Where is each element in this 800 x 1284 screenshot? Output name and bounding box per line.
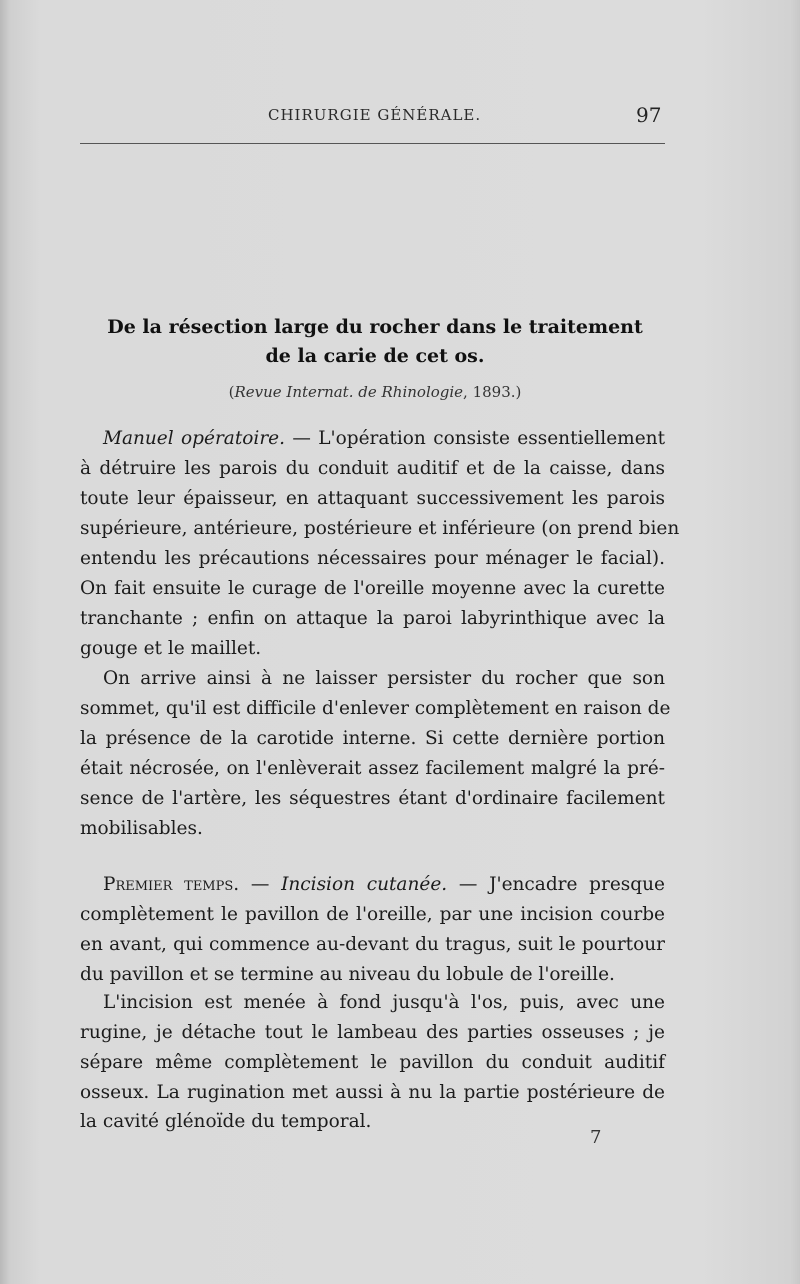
para4-line-3: sépare même complètement le pavillon du conduit auditif: [80, 1052, 665, 1073]
para1-line-1: [103, 423, 665, 455]
para1-line-4: supérieure, antérieure, postérieure et inférieure (on prend bien: [80, 518, 680, 539]
header-rule: [80, 143, 665, 144]
source-open: (: [228, 383, 235, 401]
para4-line-4: osseux. La rugination met aussi à nu la partie postérieure de: [80, 1082, 665, 1103]
para1-line-8: gouge et le maillet.: [80, 638, 262, 659]
para2-line-4: était nécrosée, on l'enlèverait assez facilement malgré la pré-: [80, 758, 665, 779]
para4-line-1: L'incision est menée à fond jusqu'à l'os, puis, avec une: [103, 992, 665, 1013]
article-source: [70, 383, 680, 401]
para3-line-1-text: — J'encadre presque: [447, 874, 665, 895]
article-title-line-2: de la carie de cet os.: [265, 345, 485, 367]
para2-line-5: sence de l'artère, les séquestres étant d'ordinaire facilement: [80, 788, 665, 809]
source-journal: Revue Internat. de Rhinologie: [234, 383, 464, 401]
para2-line-2: sommet, qu'il est difficile d'enlever complètement en raison de: [80, 698, 671, 719]
para1-lead: Manuel opératoire.: [103, 428, 286, 449]
para1-line-7: tranchante ; enfin on attaque la paroi labyrinthique avec la: [80, 608, 665, 629]
source-year: , 1893.): [463, 383, 522, 401]
running-head: CHIRURGIE GÉNÉRALE.: [268, 106, 482, 124]
para1-line-1-text: — L'opération consiste essentiellement: [285, 428, 665, 449]
para1-line-5: entendu les précautions nécessaires pour ménager le facial).: [80, 548, 665, 569]
para4-line-2: rugine, je détache tout le lambeau des parties osseuses ; je: [80, 1022, 665, 1043]
para3-line-1: [103, 869, 665, 901]
page-number: 97: [636, 103, 662, 127]
para3-line-2: complètement le pavillon de l'oreille, par une incision courbe: [80, 904, 665, 925]
para1-line-6: On fait ensuite le curage de l'oreille moyenne avec la curette: [80, 578, 665, 599]
para1-line-3: toute leur épaisseur, en attaquant successivement les parois: [80, 488, 665, 509]
para3-lead-italic: Incision cutanée.: [281, 874, 448, 895]
para3-line-4: du pavillon et se termine au niveau du lobule de l'oreille.: [80, 964, 615, 985]
para3-line-3: en avant, qui commence au-devant du tragus, suit le pourtour: [80, 934, 665, 955]
para4-line-5: la cavité glénoïde du temporal.: [80, 1111, 372, 1132]
signature-mark: 7: [590, 1127, 602, 1148]
para2-line-6: mobilisables.: [80, 818, 203, 839]
para1-line-2: à détruire les parois du conduit auditif et de la caisse, dans: [80, 458, 665, 479]
para3-dash: —: [239, 874, 282, 895]
article-title-line-1: De la résection large du rocher dans le traitement: [107, 316, 643, 338]
para2-line-3: la présence de la carotide interne. Si cette dernière portion: [80, 728, 665, 749]
para3-lead-smallcaps: Premier temps.: [103, 874, 240, 895]
para2-line-1: On arrive ainsi à ne laisser persister du rocher que son: [103, 668, 665, 689]
